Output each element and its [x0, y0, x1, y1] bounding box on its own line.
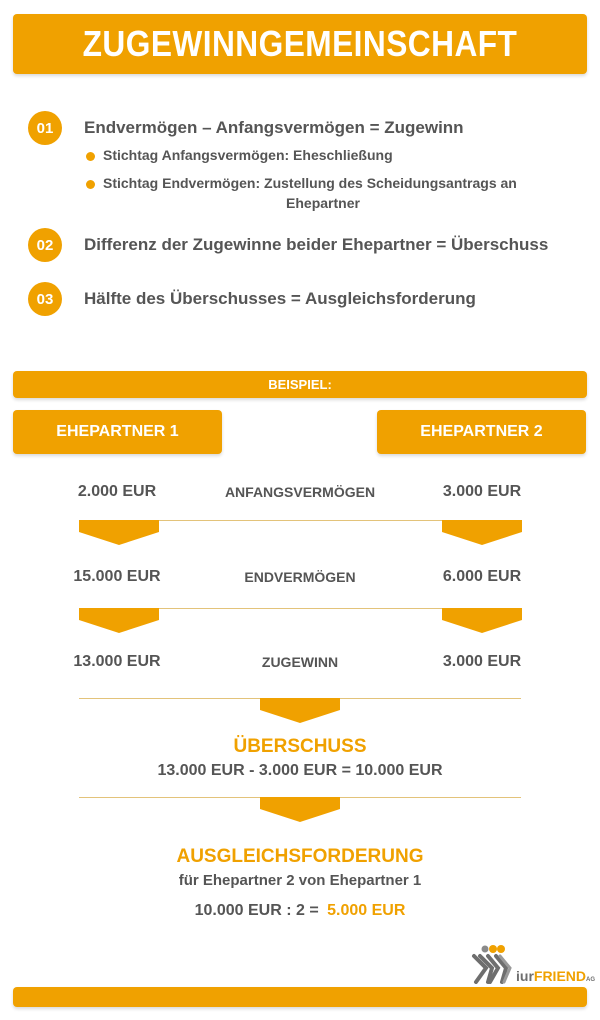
row-zugewinn-label: ZUGEWINN [261, 654, 339, 670]
subpoint-endvermoegen-line2: Ehepartner [286, 195, 360, 211]
ausgleich-subtitle: für Ehepartner 2 von Ehepartner 1 [178, 872, 422, 889]
example-banner [13, 371, 587, 398]
step-text-03: Hälfte des Überschusses = Ausgleichsforderung [84, 289, 476, 308]
subpoint-endvermoegen-line1: Stichtag Endvermögen: Zustellung des Scheidungsantrags an [103, 175, 517, 191]
people-logo-icon [470, 944, 518, 984]
partner1-header: EHEPARTNER 1 [13, 410, 222, 454]
ueberschuss-title: ÜBERSCHUSS [233, 736, 367, 757]
step-number-02: 02 [28, 228, 62, 262]
brand-logo [470, 944, 596, 984]
page-title: ZUGEWINNGEMEINSCHAFT [82, 23, 518, 64]
title-banner [13, 14, 587, 74]
step-number-01: 01 [28, 111, 62, 145]
row-zugewinn-right: 3.000 EUR [442, 653, 522, 670]
bullet-icon [86, 152, 95, 161]
step-number-03: 03 [28, 282, 62, 316]
step-text-01: Endvermögen – Anfangsvermögen = Zugewinn [84, 118, 464, 137]
bullet-icon [86, 180, 95, 189]
ausgleich-title: AUSGLEICHSFORDERUNG [176, 846, 424, 867]
ausgleich-calc-line [80, 902, 520, 920]
row-end-left: 15.000 EUR [73, 568, 161, 585]
arrow-down-icon [79, 520, 159, 545]
row-anfang-left: 2.000 EUR [77, 483, 157, 500]
row-end-right: 6.000 EUR [442, 568, 522, 585]
divider-line [120, 520, 482, 521]
arrow-down-icon [79, 608, 159, 633]
divider-line [120, 608, 482, 609]
arrow-down-icon [442, 608, 522, 633]
step-text-02: Differenz der Zugewinne beider Ehepartner = Überschuss [84, 235, 549, 254]
example-label: BEISPIEL: [268, 377, 332, 392]
ausgleich-result: 5.000 EUR [327, 902, 406, 919]
row-anfang-right: 3.000 EUR [442, 483, 522, 500]
footer-bar [13, 987, 587, 1007]
row-end-label: ENDVERMÖGEN [244, 569, 356, 585]
row-zugewinn-left: 13.000 EUR [73, 653, 161, 670]
arrow-down-icon [442, 520, 522, 545]
logo-text: iurFRIENDAG [516, 968, 596, 984]
subpoint-anfangsvermoegen: Stichtag Anfangsvermögen: Eheschließung [103, 147, 393, 163]
ueberschuss-calc: 13.000 EUR - 3.000 EUR = 10.000 EUR [157, 762, 443, 779]
arrow-down-icon [260, 797, 340, 822]
arrow-down-icon [260, 698, 340, 723]
row-anfang-label: ANFANGSVERMÖGEN [224, 484, 376, 500]
ausgleich-calc: 10.000 EUR : 2 = [194, 902, 319, 919]
partner2-header: EHEPARTNER 2 [377, 410, 586, 454]
